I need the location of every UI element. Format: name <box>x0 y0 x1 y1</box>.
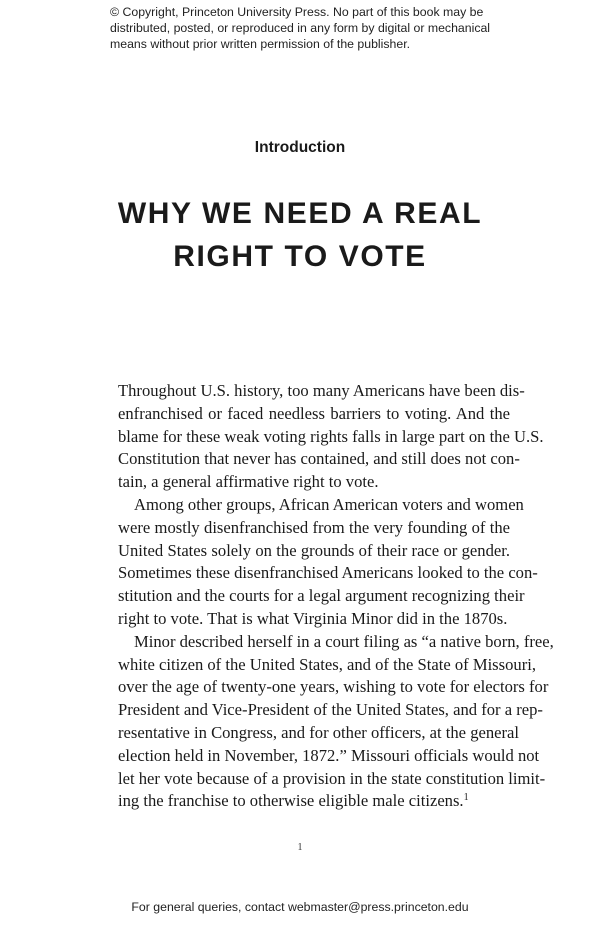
text-line: Throughout U.S. history, too many Americans have been dis- <box>118 381 525 400</box>
text-line: blame for these weak voting rights falls in large part on the U.S. <box>118 426 544 446</box>
text-line: President and Vice-President of the United States, and for a rep- <box>118 700 543 720</box>
text-line: over the age of twenty-one years, wishing to vote for electors for <box>118 677 549 697</box>
text-line: resentative in Congress, and for other officers, at the general <box>118 722 520 742</box>
paragraph <box>118 380 544 494</box>
text-line: tain, a general affirmative right to vote. <box>118 472 379 492</box>
text-line: white citizen of the United States, and of the State of Missouri, <box>118 654 536 674</box>
text-line: let her vote because of a provision in the state constitution limit- <box>118 768 546 788</box>
chapter-title-line: WHY WE NEED A REAL <box>117 197 483 230</box>
footer-contact: For general queries, contact webmaster@press.princeton.edu <box>131 900 469 914</box>
copyright-line: © Copyright, Princeton University Press. No part of this book may be <box>110 5 484 19</box>
paragraph <box>118 631 554 813</box>
body-text <box>118 380 554 813</box>
text-line: election held in November, 1872.” Missouri officials would not <box>118 745 540 765</box>
copyright-line: distributed, posted, or reproduced in any form by digital or mechanical <box>110 21 491 35</box>
text-line: United States solely on the grounds of their race or gender. <box>118 540 510 560</box>
text-line: ing the franchise to otherwise eligible male citizens. <box>118 791 464 811</box>
text-line: Sometimes these disenfranchised Americans looked to the con- <box>118 563 538 583</box>
text-line: were mostly disenfranchised from the very founding of the <box>118 517 510 537</box>
text-line: right to vote. That is what Virginia Minor did in the 1870s. <box>118 608 508 628</box>
chapter-label: Introduction <box>254 139 346 156</box>
text-line: Constitution that never has contained, and still does not con- <box>118 449 520 469</box>
copyright-notice <box>110 4 510 52</box>
chapter-title <box>0 192 600 278</box>
text-line: enfranchised or faced needless barriers to voting. And the <box>118 403 510 423</box>
page-number: 1 <box>297 842 303 853</box>
copyright-line: means without prior written permission of the publisher. <box>110 37 411 51</box>
paragraph <box>118 494 538 631</box>
text-line: stitution and the courts for a legal argument recognizing their <box>118 586 525 606</box>
text-line: Minor described herself in a court filing as “a native born, free, <box>134 631 554 651</box>
text-line: Among other groups, African American voters and women <box>134 494 524 514</box>
chapter-title-line: RIGHT TO VOTE <box>173 240 427 273</box>
text-line-with-footnote <box>118 790 510 813</box>
footnote-marker[interactable]: 1 <box>463 792 469 804</box>
